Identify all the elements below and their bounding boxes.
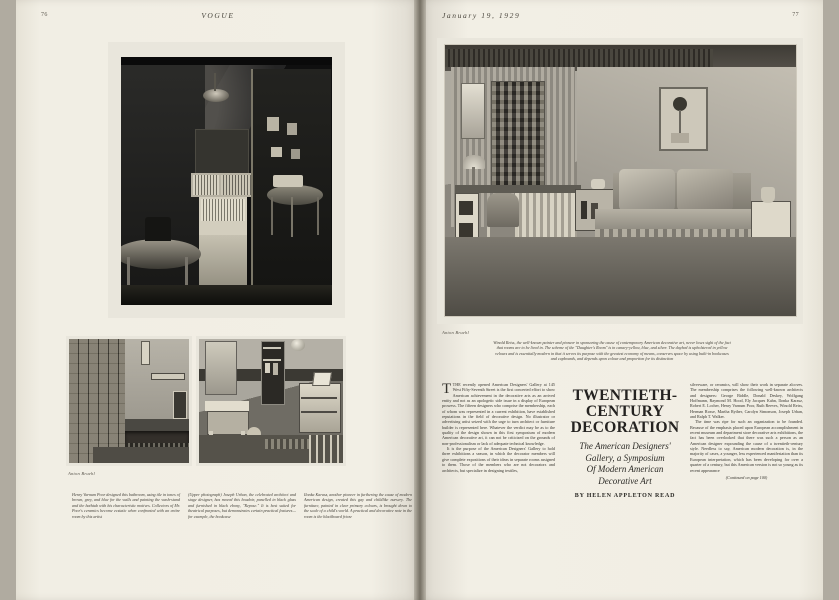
right-page-folio: 77 [792, 12, 799, 18]
caption-poor-bathroom: Henry Varnum Poor designed this bathroom, using tile in tones of brown, grey, and blue for the walls and painting the wash-stand and the bathtub with his characteristic motives. Collectors of Mr. Poor's ceramics become ecstatic when confronted with an entire room by this artist [72, 492, 180, 519]
headline-line-1: TWENTIETH- [572, 387, 678, 404]
subtitle-line-3: Of Modern American [586, 464, 664, 474]
headline-subtitle [560, 441, 690, 487]
left-page-folio: 76 [41, 12, 48, 18]
continued-note: (Continued on page 100) [725, 474, 768, 480]
photo-credit-left: Anton Bruehl [68, 471, 96, 476]
headline-line-2: CENTURY [585, 403, 665, 420]
photo-karasz-nursery [199, 339, 343, 463]
subtitle-line-2: Gallery, a Symposium [585, 452, 665, 463]
article-column-left: TTHE recently opened American Designers' Gallery at 145 West Fifty-Seventh Street is the first concerted effort to show American achievement in the decorative arts as an arrived entity and not as an apologetic side issue in a display of European prowess. The fifteen designers who comprise the membership, each of whom was represented in a current exhibition, have established reputations in the field of decorative design. No illustrator or advertising artist seized with the urge to turn architect or furniture builder is represented here. Whatever the verdict may be as to the quality of the design shown in this first symposium of modern American decorative art, it can not be criticized on the grounds of non-professionalism or lack of adequate technical knowledge. It is the purpose of the American Designers' Gallery to hold three exhibitions a season, in which the decorator members will give complete expositions of their ideas in separate rooms assigned to them. Those of the members who are not decorators and architects, but specialize in designing textiles, [442, 381, 555, 473]
subtitle-line-4: Decorative Art [598, 475, 652, 486]
caption-karasz-nursery: Ilonka Karasz, another pioneer in furthering the cause of modern American design, created this gay and childlike nursery. The furniture, painted in clear primary colours, is brought down to the scale of a child's world. A practical and decorative note in the room is the blackboard frieze [304, 492, 412, 519]
drop-cap: T [442, 381, 452, 397]
article-byline: BY HELEN APPLETON READ [574, 493, 676, 499]
photo-urban-boudoir [121, 57, 332, 305]
plate-karasz-nursery [196, 336, 346, 466]
plate-urban-boudoir [108, 42, 345, 318]
plate-poor-bathroom [66, 336, 192, 466]
right-page [420, 0, 823, 600]
page-gutter [414, 0, 426, 600]
right-running-head: January 19, 1929 [442, 11, 521, 20]
left-page [16, 0, 420, 600]
caption-urban-boudoir: (Upper photograph) Joseph Urban, the celebrated architect and stage designer, has moved this boudoir, panelled in black glass and furnished in black ebony, "Repose." It is best suited for theatrical purposes, but demonstrates certain practical features—for example, the bookcase [188, 492, 296, 519]
left-running-head: VOGUE [201, 11, 235, 20]
photo-reiss-daughters-room [444, 44, 797, 317]
article-column-right: silverware, or ceramics, will show their work in separate alcoves. The membership comprises the following well-known architects and designers: George Biddle, Donald Deskey, Wolfgang Hoffmann, Raymond M. Hood, Ely Jacques Kahn, Ilonka Karasz, Robert E. Locher, Henry Varnum Poor, Ruth Reeves, Winold Reiss, Herman Rosse, Martha Ryther, Carolyn Simonson, Joseph Urban, and Ralph T. Walker. The time was ripe for such an organization to be founded. Because of the emphasis placed upon European accomplishment in recent museum and department store decorative arts exhibitions, the fact has been overlooked that there was such a person as an American designer expounding the cause of a twentieth-century style. Needless to say, American modern decoration is, in the majority of cases, a younger, less experienced manifestation than its European interpretation, which has been developing for over a quarter of a century, but this American version is not so young as its recent appearance (Continued on page 100) [690, 382, 803, 480]
article-headline [560, 388, 690, 499]
right-page-edge [823, 0, 839, 600]
headline-line-3: DECORATION [570, 419, 680, 436]
caption-reiss-daughters-room: Winold Reiss, the well-known painter and pioneer in sponsoring the cause of contemporary American decorative art, never loses sight of the fact that rooms are to be lived in. The scheme of the "Daughter's Room" is in canary-yellow, blue, and silver. The daybed is upholstered in yellow velours and is essentially modern in that it serves its purpose with the greatest economy of means, conserves space by using built-in bookcases and cupboards, and depends upon colour and proportion for its distinction [493, 340, 731, 362]
photo-poor-bathroom [69, 339, 189, 463]
subtitle-line-1: The American Designers' [579, 441, 671, 451]
left-page-edge [0, 0, 16, 600]
photo-credit-right: Anton Bruehl [442, 330, 470, 335]
plate-reiss-daughters-room [437, 38, 803, 324]
